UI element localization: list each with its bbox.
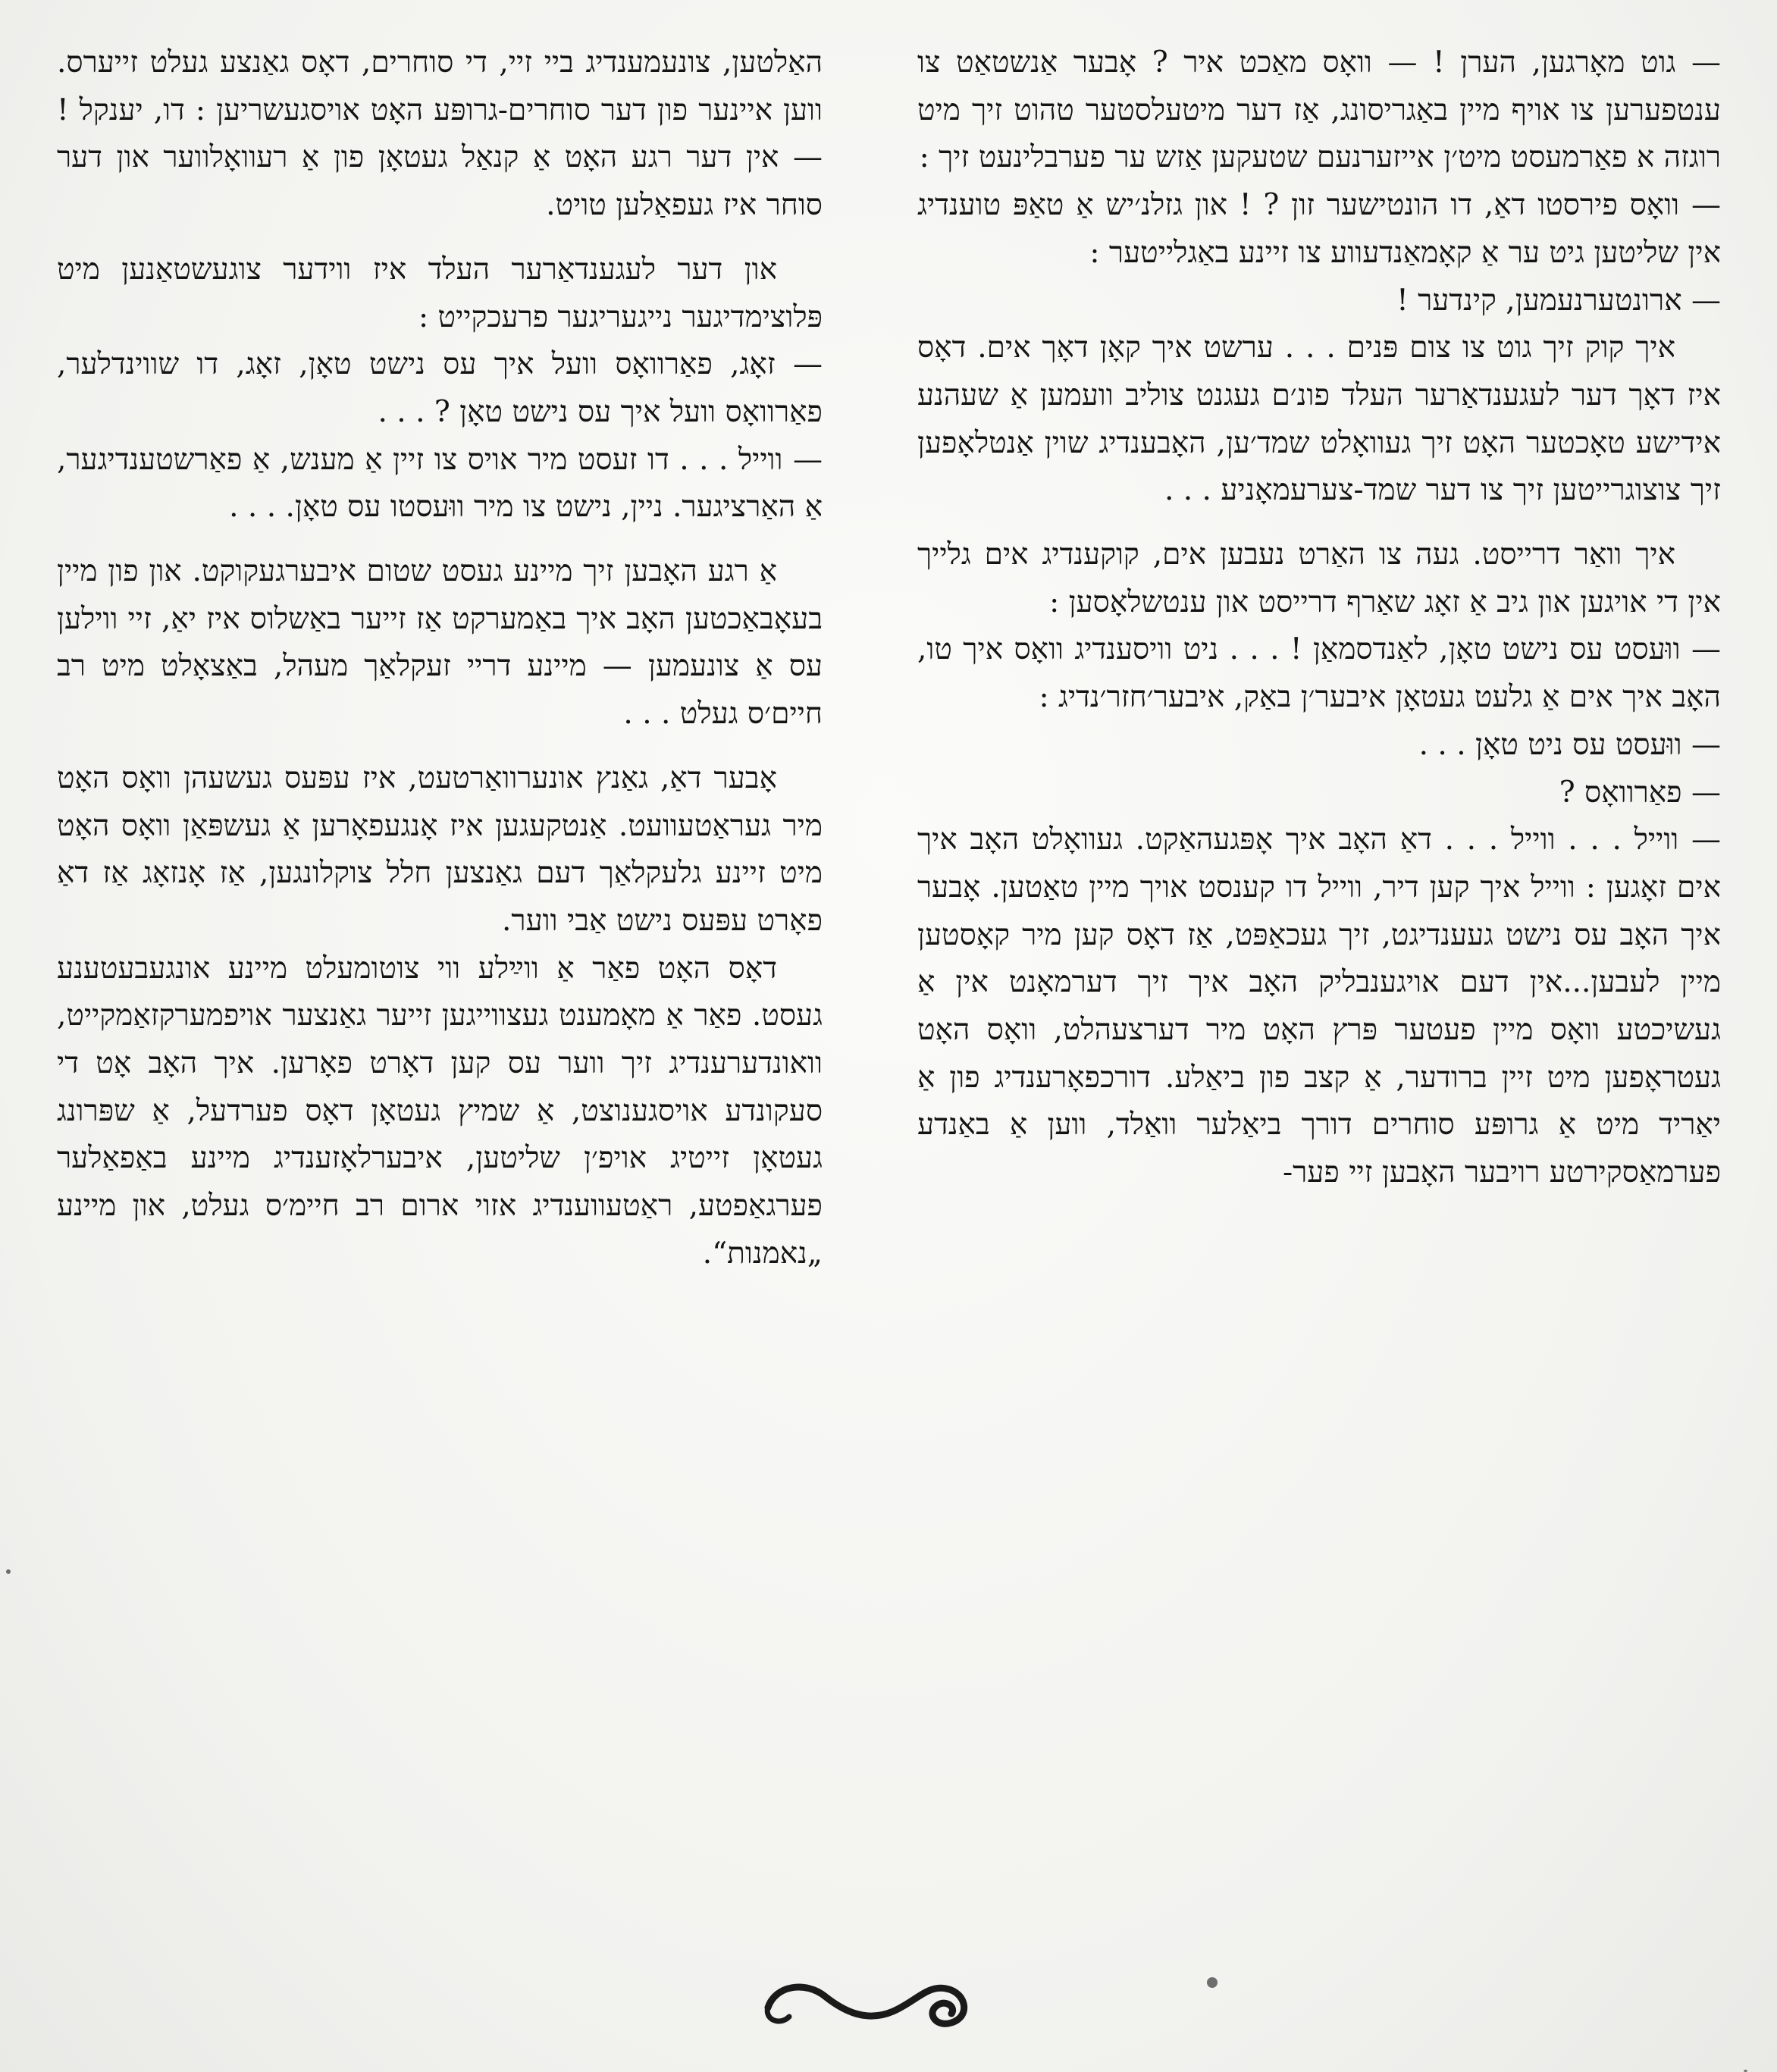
paragraph: — זאָג, פאַרוואָס וועל איך עס נישט טאָן, זאָג, דו שווינדלער, פאַרוואָס וועל איך עס נישט טאָן ? . . . (57, 347, 823, 429)
paragraph: און דער לעגענדאַרער העלד איז ווידער צוגעשטאַנען מיט פּלוצימדיגער נייגעריגער פרעכקייט : (57, 252, 823, 334)
right-column (917, 39, 1721, 1197)
paragraph: — וואָס פירסטו דאַ, דו הונטישער זון ? ! און גזלנ׳יש אַ טאַפּ טוענדיג אין שליטען גיט ער אַ קאָמאַנדעווע צו זיינע באַגלייטער : (917, 188, 1721, 270)
paragraph: — גוט מאָרגען, הערן ! — וואָס מאַכט איר ? אָבער אַנשטאַט צו ענטפערען צו אויף מיין באַגריסונג, אַז דער מיטעלסטער טהוט זיך מיט רוגזה א פאַרמעסט מיט׳ן אייזערנעם שטעקען אַזש ער פערבלינעט זיך : (917, 45, 1721, 175)
left-column (57, 39, 823, 1278)
paragraph: — ארונטערנעמען, קינדער ! (1396, 283, 1721, 318)
paragraph: — ווייל . . . דו זעסט מיר אויס צו זיין אַ מענש, אַ פאַרשטענדיגער, אַ האַרציגער. ניין, נישט צו מיר ווּעסטו עס טאָן. . . . (57, 442, 823, 525)
paragraph: אָבער דאַ, גאַנץ אונערוואַרטעט, איז עפּעס געשעהן וואָס האָט מיר געראַטעוועט. אַנטקעגען איז אָנגעפאָרען אַ געשפּאַן וואָס האָט מיט זיינע גלעקלאַך דעם גאַנצען חלל צוקלונגען, אַז אָנזאָג אַז דאַ פאָרט עפּעס נישט אַבי ווער. (57, 760, 823, 938)
paragraph: איך קוק זיך גוט צו צום פּנים . . . ערשט איך קאָן דאָך אים. דאָס איז דאָך דער לעגענדאַרער העלד פונ׳ם געגנט צוליב וועמען אַ שעהנע אידישע טאָכטער האָט זיך געוואָלט שמד׳ען, האָבענדיג שוין אַנטלאָפען זיך צוצוגרייטען זיך צו דער שמד-צערעמאָניע . . . (917, 331, 1721, 508)
swirl-ornament (753, 1954, 980, 2045)
paragraph: אַ רגע האָבען זיך מיינע געסט שטום איבערגעקוקט. און פון מיין בעאָבאַכטען האָב איך באַמערקט אַז זייער באַשלוס איז יאַ, זיי ווילען עס אַ צונעמען — מיינע דריי זעקלאַך מעהל, באַצאָלט מיט רב חיים׳ס געלט . . . (57, 554, 823, 732)
paragraph: — ווּעסט עס ניט טאָן . . . (1418, 727, 1721, 762)
paragraph: — ווייל . . . ווייל . . . דאַ האָב איך אָפּגעהאַקט. געוואָלט האָב איך אים זאָגען : ווייל איך קען דיר, ווייל דו קענסט אויך מיין טאַטען. אָבער איך האָב עס נישט געענדיגט, זיך געכאַפּט, אַז דאָס קען מיר קאָסטען מיין לעבען...אין דעם אויגענבליק האָב איך זיך דערמאָנט אין אַ געשיכטע וואָס מיין פעטער פּרץ האָט מיר דערצעהלט, וואָס האָט געטראָפען מיט זיין ברודער, אַ קצב פון ביאַלע. דורכפאָרענדיג פון אַ יאַריד מיט אַ גרופּע סוחרים דורך ביאַלער וואַלד, ווען אַ באַנדע פערמאַסקירטע רויבער האָבען זיי פער- (917, 823, 1721, 1190)
paragraph: — פאַרוואָס ? (1559, 775, 1721, 810)
paragraph: — ווּעסט עס נישט טאָן, לאַנדסמאַן ! . . . ניט וויסענדיג וואָס איך טו, האָב איך אים אַ גלעט געטאָן איבער׳ן באַק, איבער׳חזר׳נדיג : (917, 632, 1721, 715)
print-speck (6, 1569, 11, 1574)
paragraph: דאָס האָט פאַר אַ ווײַלע ווי צוטומעלט מיינע אונגעבעטענע געסט. פאַר אַ מאָמענט געצווייגען זייער גאַנצער אויפמערקזאַמקייט, וואונדערענדיג זיך ווער עס קען דאָרט פאָרען. איך האָב אָט די סעקונדע אויסגענוצט, אַ שמיץ געטאָן דאָס פערדעל, אַ שפּרונג געטאָן זייטיג אויפ׳ן שליטען, איבערלאָזענדיג מיינע באַפאַלער פערגאַפטע, ראַטעווענדיג אזוי ארום רב חיימ׳ס געלט, און מיינע „נאמנות“. (57, 951, 823, 1271)
paragraph: האַלטען, צונעמענדיג ביי זיי, די סוחרים, דאָס גאַנצע געלט זייערס. ווען איינער פון דער סוחרים-גרופּע האָט אויסגעשריען : דו, יענקל ! — אין דער רגע האָט אַ קנאַל געטאָן פון אַ רעוואָלווער און דער סוחר איז געפאַלען טויט. (57, 45, 823, 223)
print-speck (1207, 1977, 1218, 1988)
paragraph: איך וואַר דרייסט. געה צו האַרט נעבען אים, קוקענדיג אים גלייך אין די אויגען און גיב אַ זאָג שאַרף דרייסט און ענטשלאָסען : (917, 538, 1721, 619)
